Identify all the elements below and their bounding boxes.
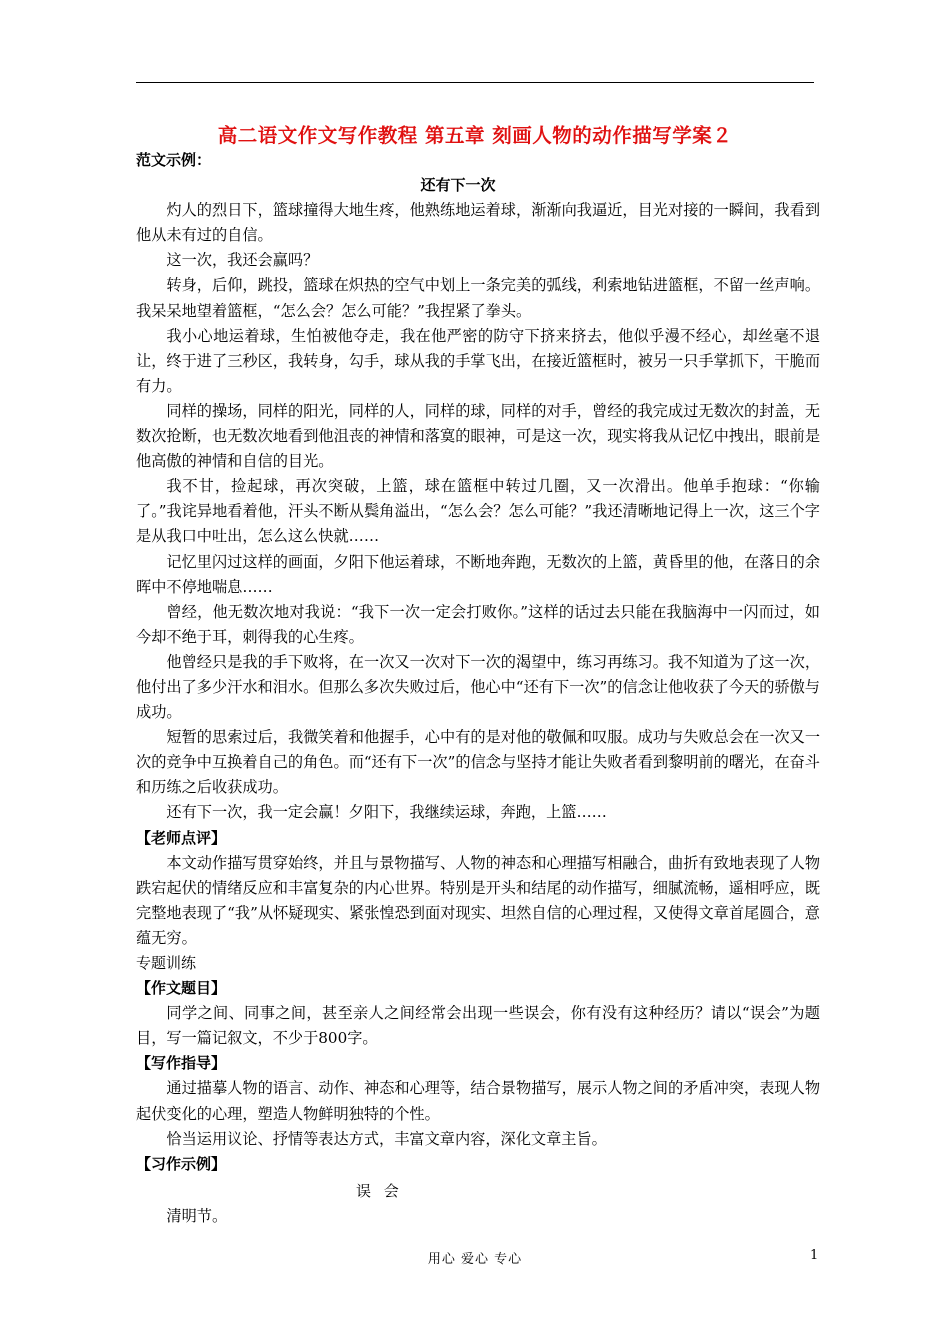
essay-paragraph: 灼人的烈日下，篮球撞得大地生疼，他熟练地运着球，渐渐向我逼近，目光对接的一瞬间，我看到他从未有过的自信。 bbox=[136, 201, 820, 245]
essay-paragraph: 短暂的思索过后，我微笑着和他握手，心中有的是对他的敬佩和叹服。成功与失败总会在一次又一次的竞争中互换着自己的角色。而“还有下一次”的信念与坚持才能让失败者看到黎明前的曙光，在奋斗和历练之后收获成功。 bbox=[136, 728, 820, 797]
page-title: 高二语文作文写作教程 第五章 刻画人物的动作描写学案２ bbox=[217, 124, 733, 147]
essay-paragraph: 曾经，他无数次地对我说：“我下一次一定会打败你。”这样的话过去只能在我脑海中一闪而过，如今却不绝于耳，刺得我的心生疼。 bbox=[136, 602, 820, 646]
training-label: 专题训练 bbox=[136, 954, 197, 972]
topic-label: 【作文题目】 bbox=[136, 979, 227, 998]
essay-paragraph: 我不甘，捡起球，再次突破，上篮，球在篮框中转过几圈，又一次滑出。他单手抱球：“你输了。”我诧异地看着他，汗头不断从鬓角溢出，“怎么会？怎么可能？”我还清晰地记得上一次，这三个字是从我口中吐出，怎么这么快就…… bbox=[136, 477, 820, 546]
guide-paragraph: 恰当运用议论、抒情等表达方式，丰富文章内容，深化文章主旨。 bbox=[166, 1129, 607, 1148]
essay-paragraph: 我小心地运着球，生怕被他夺走，我在他严密的防守下挤来挤去，他似乎漫不经心，却丝毫不退让，终于进了三秒区，我转身，勾手，球从我的手掌飞出，在接近篮框时，被另一只手掌抓下，干脆而有力。 bbox=[136, 326, 820, 395]
example-label: 【习作示例】 bbox=[136, 1154, 227, 1173]
essay-title: 还有下一次 bbox=[420, 176, 496, 195]
topic-text: 同学之间、同事之间，甚至亲人之间经常会出现一些误会，你有没有这种经历？请以“误会”为题目，写一篇记叙文，不少于800字。 bbox=[136, 1004, 820, 1048]
guide-paragraph: 通过描摹人物的语言、动作、神态和心理等，结合景物描写，展示人物之间的矛盾冲突，表现人物起伏变化的心理，塑造人物鲜明独特的个性。 bbox=[136, 1079, 820, 1123]
essay-body bbox=[136, 198, 820, 825]
document-body bbox=[136, 148, 820, 1229]
page-number: 1 bbox=[810, 1248, 819, 1263]
page-footer: 用心 爱心 专心 bbox=[427, 1252, 523, 1267]
essay-paragraph: 同样的操场，同样的阳光，同样的人，同样的球，同样的对手，曾经的我完成过无数次的封盖，无数次抢断，也无数次地看到他沮丧的神情和落寞的眼神，可是这一次，现实将我从记忆中拽出，眼前是他高傲的神情和自信的目光。 bbox=[136, 401, 820, 471]
essay-paragraph: 这一次，我还会赢吗？ bbox=[166, 251, 319, 270]
sample-label: 范文示例： bbox=[136, 151, 212, 169]
essay-paragraph: 还有下一次，我一定会赢！夕阳下，我继续运球，奔跑，上篮…… bbox=[166, 803, 607, 822]
example-first-line: 清明节。 bbox=[166, 1206, 228, 1225]
essay-paragraph: 转身，后仰，跳投，篮球在炽热的空气中划上一条完美的弧线，利索地钻进篮框，不留一丝声响。我呆呆地望着篮框，“怎么会？怎么可能？”我捏紧了拳头。 bbox=[136, 276, 820, 320]
essay-paragraph: 他曾经只是我的手下败将，在一次又一次对下一次的渴望中，练习再练习。我不知道为了这一次，他付出了多少汗水和泪水。但那么多次失败过后，他心中“还有下一次”的信念让他收获了今天的骄傲与成功。 bbox=[136, 652, 820, 722]
essay-paragraph: 记忆里闪过这样的画面，夕阳下他运着球，不断地奔跑，无数次的上篮，黄昏里的他，在落日的余晖中不停地喘息…… bbox=[136, 552, 820, 596]
guide-label: 【写作指导】 bbox=[136, 1054, 227, 1073]
header-rule bbox=[136, 82, 814, 83]
teacher-comment-label: 【老师点评】 bbox=[136, 828, 227, 847]
teacher-comment-text: 本文动作描写贯穿始终，并且与景物描写、人物的神态和心理描写相融合，曲折有致地表现了人物跌宕起伏的情绪反应和丰富复杂的内心世界。特别是开头和结尾的动作描写，细腻流畅，遥相呼应，既完整地表现了“我”从怀疑现实、紧张惶恐到面对现实、坦然自信的心理过程，又使得文章首尾圆合，意蕴无穷。 bbox=[136, 853, 820, 947]
example-title: 误 会 bbox=[356, 1181, 403, 1200]
